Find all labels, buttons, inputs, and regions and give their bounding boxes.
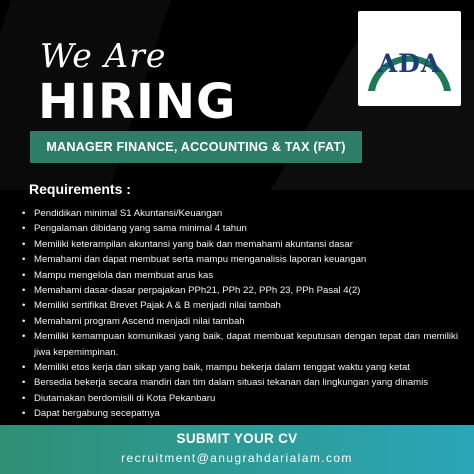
list-item: • Mampu mengelola dan membuat arus kas: [22, 268, 462, 283]
list-item: • Pengalaman dibidang yang sama minimal 4 tahun: [22, 221, 462, 236]
list-item: • Memiliki keterampilan akuntansi yang baik dan memahami akuntansi dasar: [22, 237, 462, 252]
requirements-heading: Requirements :: [29, 181, 131, 197]
footer-banner: [0, 425, 474, 474]
list-item: • Memahami program Ascend menjadi nilai tambah: [22, 314, 462, 329]
position-banner: [30, 131, 362, 163]
headline-we-are: We Are: [40, 36, 167, 75]
list-item: • Memiliki sertifikat Brevet Pajak A & B menjadi nilai tambah: [22, 298, 462, 313]
list-item: • Dapat bergabung secepatnya: [22, 406, 462, 421]
list-item: • Bersedia bekerja secara mandiri dan tim dalam situasi tekanan dan lingkungan yang dinamis: [22, 375, 462, 390]
list-item: • Memahami dasar-dasar perpajakan PPh21, PPh 22, PPh 23, PPh Pasal 4(2): [22, 283, 462, 298]
list-item: • Memiliki kemampuan komunikasi yang baik, dapat membuat keputusan dengan tepat dan memiliki jiwa kepemimpinan.: [22, 329, 462, 360]
company-logo: [358, 11, 461, 106]
recruitment-email[interactable]: recruitment@anugrahdarialam.com: [121, 451, 353, 465]
logo-text: ADA: [377, 49, 442, 78]
position-title: MANAGER FINANCE, ACCOUNTING & TAX (FAT): [46, 140, 346, 154]
headline-hiring: HIRING: [38, 74, 237, 130]
requirements-list: [22, 206, 462, 422]
list-item: • Diutamakan berdomisili di Kota Pekanbaru: [22, 391, 462, 406]
submit-cv-heading: SUBMIT YOUR CV: [176, 431, 298, 446]
list-item: • Pendidikan minimal S1 Akuntansi/Keuangan: [22, 206, 462, 221]
list-item: • Memiliki etos kerja dan sikap yang baik, mampu bekerja dalam tenggat waktu yang ketat: [22, 360, 462, 375]
list-item: • Memahami dan dapat membuat serta mampu menganalisis laporan keuangan: [22, 252, 462, 267]
